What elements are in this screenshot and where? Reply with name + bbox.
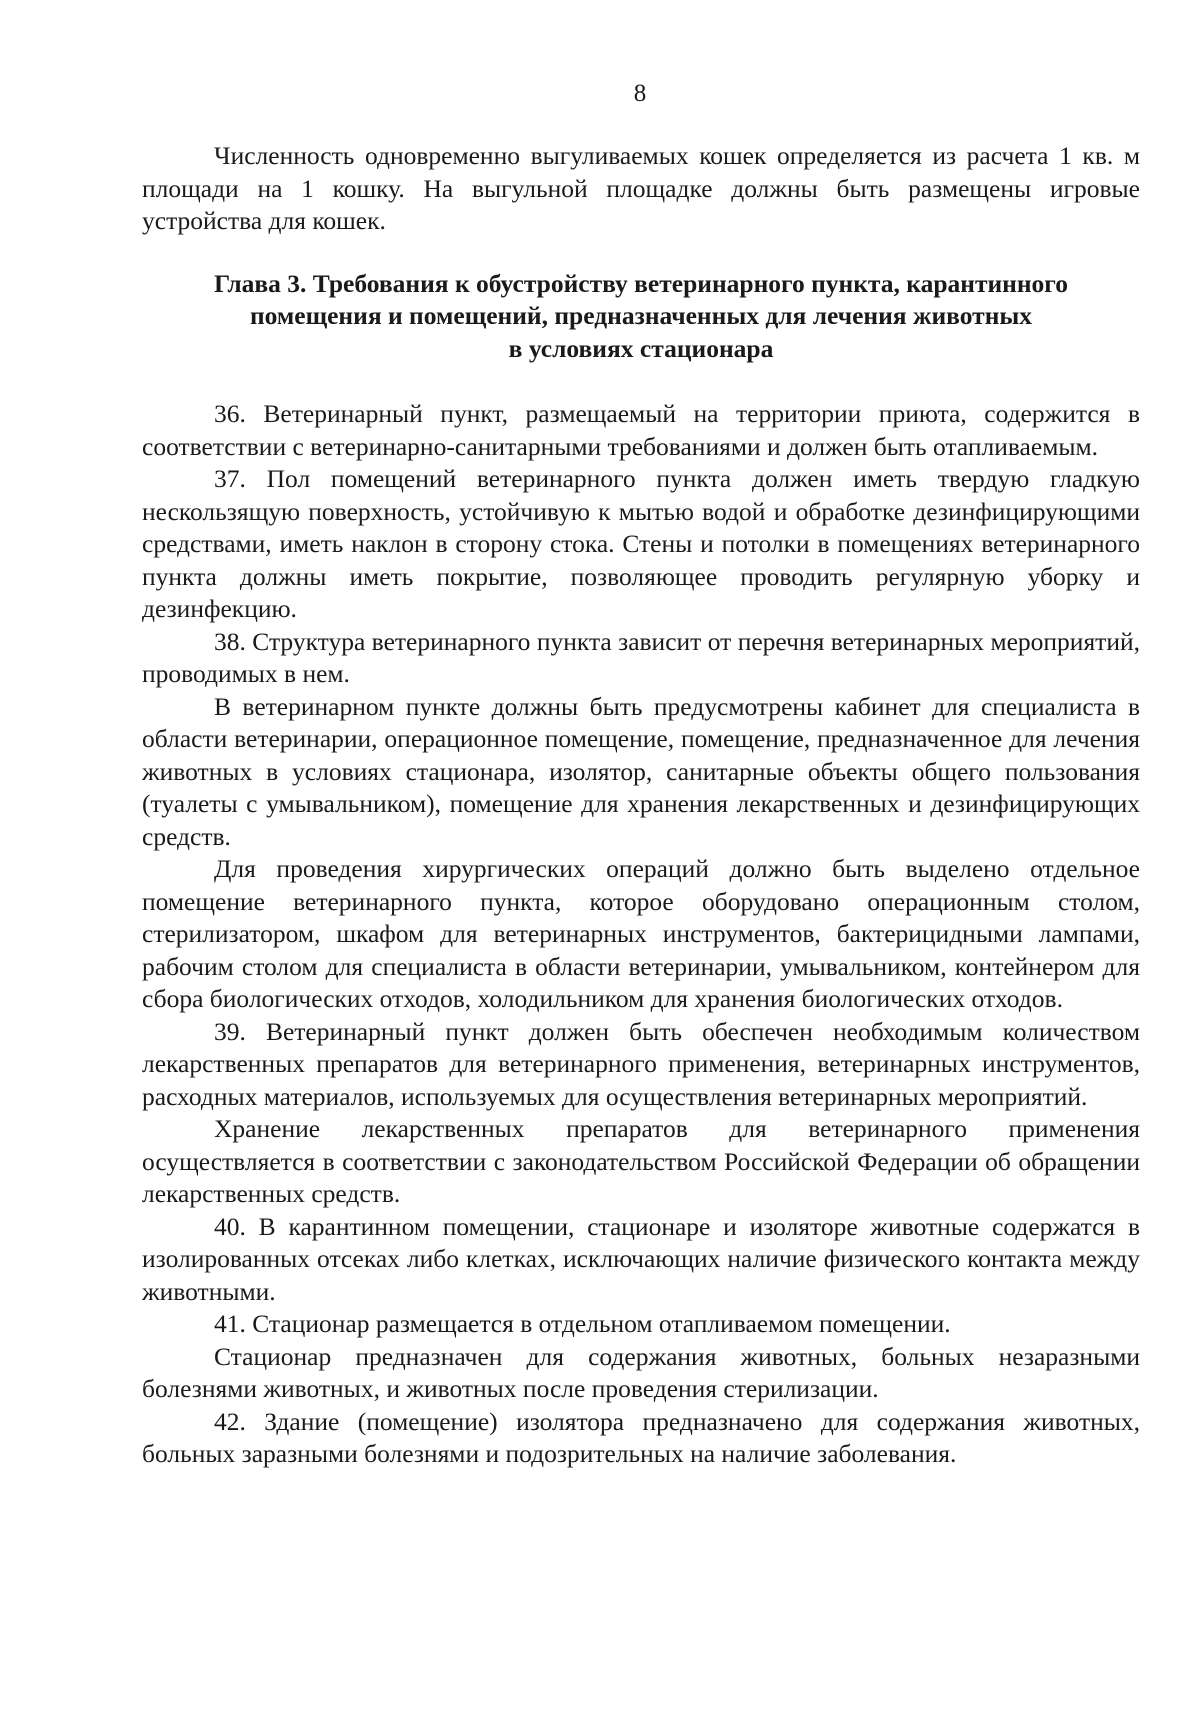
paragraph-40: 40. В карантинном помещении, стационаре и изоляторе животные содержатся в изолированных отсеках либо клетках, исключающих наличие физического контакта между животными.	[142, 1211, 1140, 1306]
paragraph-intro: Численность одновременно выгуливаемых кошек определяется из расчета 1 кв. м площади на 1 кошку. На выгульной площадке должны быть размещены игровые устройства для кошек.	[142, 141, 1140, 235]
paragraph-36: 36. Ветеринарный пункт, размещаемый на территории приюта, содержится в соответствии с ветеринарно-санитарными требованиями и должен быть отапливаемым.	[142, 399, 1140, 461]
chapter-heading-line-2: помещения и помещений, предназначенных для лечения животных	[249, 301, 1033, 330]
paragraph-41-purpose: Стационар предназначен для содержания животных, больных незаразными болезнями животных, и животных после проведения стерилизации.	[142, 1341, 1140, 1403]
paragraph-38-rooms: В ветеринарном пункте должны быть предусмотрены кабинет для специалиста в области ветеринарии, операционное помещение, помещение, предназначенное для лечения животных в условиях стационара, изолятор, санитарные объекты общего пользования (туалеты с умывальником), помещение для хранения лекарственных и дезинфицирующих средств.	[142, 691, 1140, 851]
paragraph-37: 37. Пол помещений ветеринарного пункта должен иметь твердую гладкую нескользящую поверхность, устойчивую к мытью водой и обработке дезинфицирующими средствами, иметь наклон в сторону стока. Стены и потолки в помещениях ветеринарного пункта должны иметь покрытие, позволяющее проводить регулярную уборку и дезинфекцию.	[142, 464, 1140, 623]
paragraph-38: 38. Структура ветеринарного пункта зависит от перечня ветеринарных мероприятий, проводимых в нем.	[142, 626, 1140, 688]
chapter-heading-line-3: в условиях стационара	[508, 333, 774, 363]
page-number: 8	[633, 80, 647, 107]
paragraph-39: 39. Ветеринарный пункт должен быть обеспечен необходимым количеством лекарственных препаратов для ветеринарного применения, ветеринарных инструментов, расходных материалов, используемых для осуществления ветеринарных мероприятий.	[142, 1016, 1140, 1111]
document-body	[142, 140, 1140, 1471]
paragraph-41: 41. Стационар размещается в отдельном отапливаемом помещении.	[214, 1309, 951, 1338]
paragraph-39-storage: Хранение лекарственных препаратов для ветеринарного применения осуществляется в соответствии с законодательством Российской Федерации об обращении лекарственных средств.	[142, 1114, 1140, 1208]
paragraph-38-surgery: Для проведения хирургических операций должно быть выделено отдельное помещение ветеринарного пункта, которое оборудовано операционным столом, стерилизатором, шкафом для ветеринарных инструментов, бактерицидными лампами, рабочим столом для специалиста в области ветеринарии, умывальником, контейнером для сбора биологических отходов, холодильником для хранения биологических отходов.	[142, 854, 1140, 1013]
chapter-heading	[142, 268, 1140, 366]
chapter-heading-line-1: Глава 3. Требования к обустройству ветеринарного пункта, карантинного	[214, 268, 1068, 298]
paragraph-42: 42. Здание (помещение) изолятора предназначено для содержания животных, больных заразными болезнями и подозрительных на наличие заболевания.	[142, 1406, 1140, 1468]
